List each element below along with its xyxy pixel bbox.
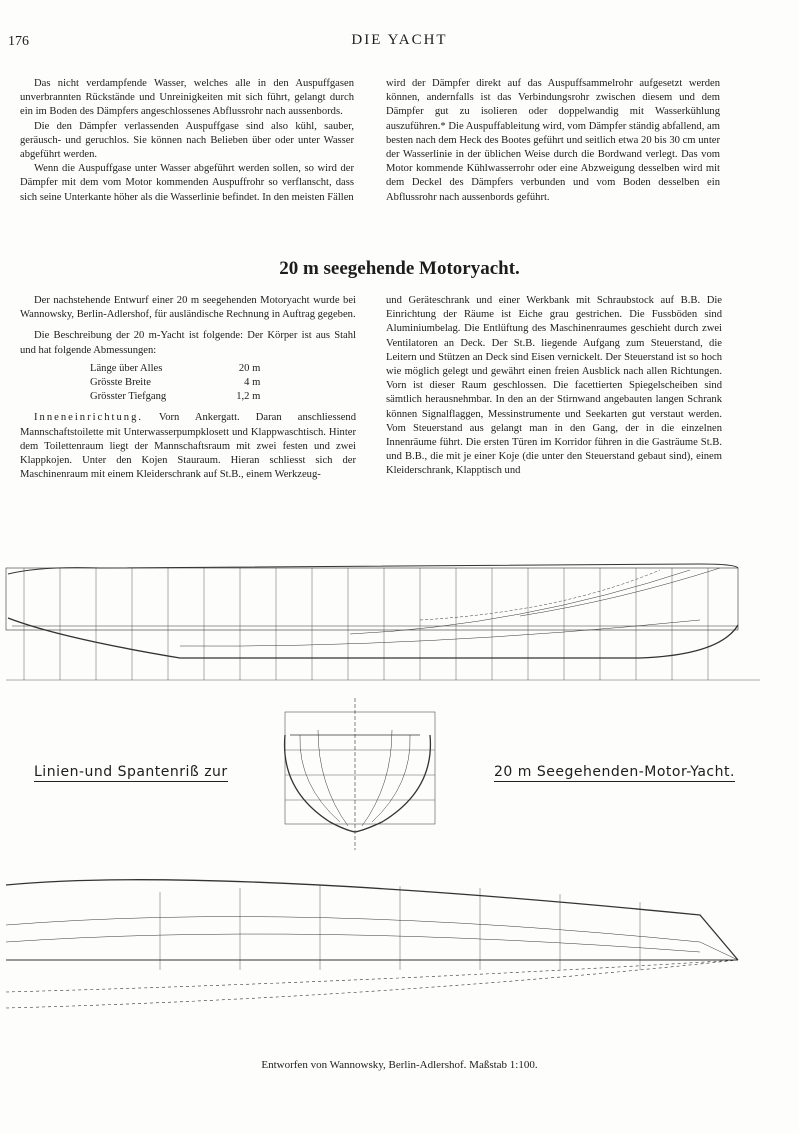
paragraph [20, 411, 356, 482]
dimension-label: Grösste Breite [90, 377, 151, 389]
dimensions-table [90, 362, 260, 405]
paragraph: Das nicht verdampfende Wasser, welches alle in den Auspuffgasen unverbrannten Rückstände und Unreinigkeiten mit sich führt, gelangt durch ein im Boden des Dämpfers angeschlossenes Abflussrohr nach aussenbords. [20, 78, 354, 118]
paragraph: wird der Dämpfer direkt auf das Auspuffsammelrohr aufgesetzt werden können, andernfalls ist das Verbindungsrohr zwischen diesem und dem Dämpfer gut zu isolieren oder doppelwandig mit Wasserkühlung auszuführen.* Die Auspuffableitung wird, vom Dämpfer ständig abfallend, am besten nach dem Heck des Bootes geführt und seitlich etwa 20 bis 30 cm unter der Wasserlinie in der üblichen Weise durch die Bordwand verlegt. Das vom Motor kommende Kühlwasserrohr oder eine Abzweigung desselben wird mit dem Deckel des Dämpfers verbunden und vom Boden desselben ein Abflussrohr nach aussenbords geführt. [386, 78, 720, 203]
half-breadth-view [6, 880, 738, 1008]
section-lead: Inneneinrichtung. [34, 412, 144, 424]
top-right-column [386, 77, 720, 205]
dimension-value: 1,2 m [236, 391, 261, 403]
dimension-value: 4 m [244, 377, 261, 389]
lines-plan-drawing [0, 530, 799, 1055]
paragraph: Wenn die Auspuffgase unter Wasser abgeführt werden sollen, so wird der Dämpfer mit dem vom Motor kommenden Auspuffrohr so verflanscht, dass sich seine Unterkante höher als die Wasserlinie befindet. In den meisten Fällen [20, 163, 354, 203]
paragraph-text: Vorn Ankergatt. Daran anschliessend Mannschaftstoilette mit Unterwasserpumpklosett und Klappwaschtisch. Hinter dem Toilettenraum liegt der Mannschaftsraum mit zwei festen und zwei Klappkojen. Unter den Kojen Stauraum. Hieran schliesst sich der Maschinenraum mit einem Kleiderschrank auf St.B., einem Werkzeug- [20, 412, 356, 481]
dimension-value: 20 m [238, 362, 261, 374]
page-number: 176 [8, 34, 29, 49]
table-row [90, 362, 260, 376]
drawing-label-right: 20 m Seegehenden-Motor-Yacht. [494, 764, 735, 780]
station-lines [6, 568, 760, 680]
paragraph: und Geräteschrank und einer Werkbank mit Schraubstock auf B.B. Die Einrichtung der Räume ist Eiche grau gestrichen. Die Fussböden sind Aluminiumbelag. Die Entlüftung des Maschinenraumes geschieht durch zwei Ventilatoren an Deck. Der St.B. liegende Aufgang zum Steuerstand, die Leitern und Stützen an Deck sind Eisen vernickelt. Der Steuerstand ist so hoch wie möglich gelegt und gewährt einen freien Ausblick nach allen Richtungen. Vorn ist dieser Raum geschlossen. Die facettierten Spiegelscheiben sind sämtlich herausnehmbar. In den an der Stirnwand angebauten langen Schrank können Signalflaggen, Messinstrumente und Seekarten gut verstaut werden. Vom Steuerstand aus gelangt man in den Gang, der in die einzelnen Innenräume führt. Die ersten Türen im Korridor führen in die Gasträume St.B. und B.B., die mit je einer Koje (die unter den Steuerstand gebaut sind), einem Kleiderschrank, Klapptisch und [386, 295, 722, 477]
top-left-column [20, 77, 354, 205]
dimension-label: Länge über Alles [90, 362, 163, 374]
paragraph: Die Beschreibung der 20 m-Yacht ist folgende: Der Körper ist aus Stahl und hat folgende Abmessungen: [20, 330, 356, 356]
dimension-label: Grösster Tiefgang [90, 391, 167, 403]
paragraph: Die den Dämpfer verlassenden Auspuffgase sind also kühl, sauber, geräusch- und geruchlos. Sie können nach Belieben über oder unter Wasser abgeführt werden. [20, 120, 354, 161]
drawing-caption: Entworfen von Wannowsky, Berlin-Adlershof. Maßstab 1:100. [261, 1059, 538, 1071]
paragraph: Der nachstehende Entwurf einer 20 m seegehenden Motoryacht wurde bei Wannowsky, Berlin-Adlershof, für ausländische Rechnung in Auftrag gegeben. [20, 295, 356, 321]
profile-view [6, 564, 738, 658]
table-row [90, 390, 260, 404]
table-row [90, 376, 260, 390]
article-left-column [20, 294, 356, 482]
drawing-label-left: Linien-und Spantenriß zur [34, 764, 228, 780]
article-title: 20 m seegehende Motoryacht. [279, 258, 520, 279]
article-right-column [386, 294, 722, 479]
body-plan-view [285, 698, 435, 850]
journal-title: DIE YACHT [351, 32, 448, 48]
